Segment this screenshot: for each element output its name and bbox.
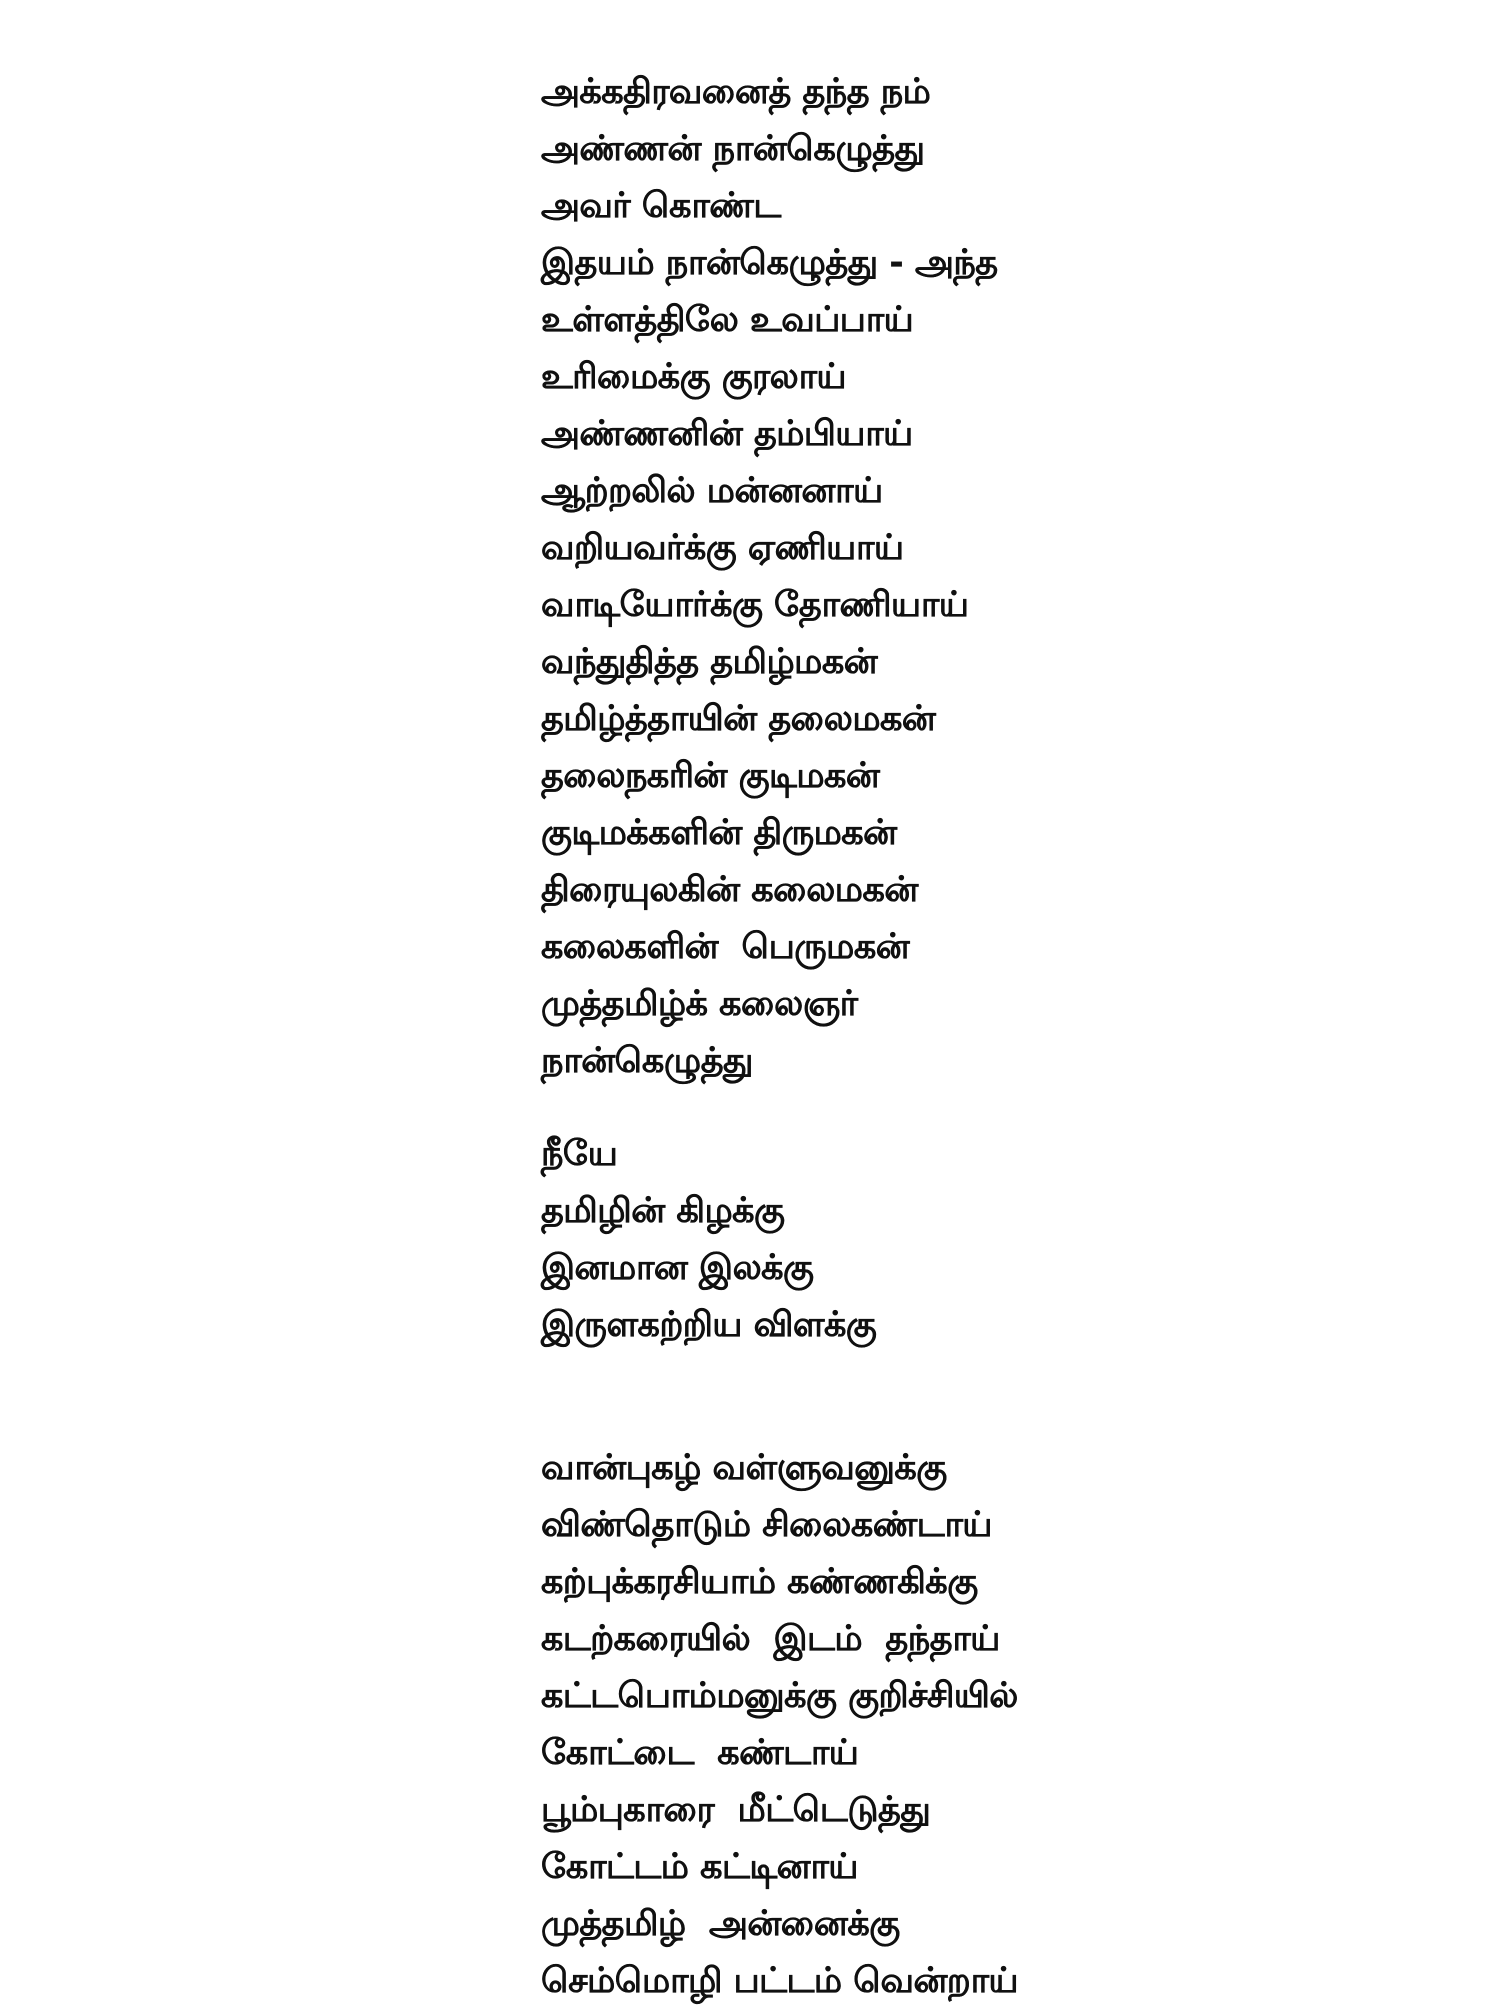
poem-line: செம்மொழி பட்டம் வென்றாய்: [541, 1961, 1019, 2001]
stanza-1: [541, 64, 1441, 1090]
poem-line: இனமான இலக்கு: [541, 1248, 814, 1288]
poem-line: வறியவர்க்கு ஏணியாய்: [541, 528, 904, 568]
poem-line: அண்ணனின் தம்பியாய்: [541, 414, 913, 454]
poem-line: கோட்டம் கட்டினாய்: [541, 1847, 858, 1887]
poem-line: வான்புகழ் வள்ளுவனுக்கு: [541, 1448, 947, 1488]
poem-line: தலைநகரின் குடிமகன்: [541, 756, 880, 796]
poem-line: நான்கெழுத்து: [541, 1041, 753, 1081]
poem-line: கோட்டை கண்டாய்: [541, 1733, 859, 1773]
stanza-2: [541, 1126, 1441, 1354]
poem-line: பூம்புகாரை மீட்டெடுத்து: [541, 1790, 931, 1830]
stanza-3: [541, 1440, 1441, 2010]
poem-line: கடற்கரையில் இடம் தந்தாய்: [541, 1619, 1000, 1659]
poem: [541, 64, 1441, 2010]
poem-line: நீயே: [541, 1134, 618, 1174]
poem-line: முத்தமிழ்க் கலைஞர்: [541, 984, 858, 1024]
poem-line: இதயம் நான்கெழுத்து - அந்த: [541, 243, 998, 283]
poem-line: தமிழ்த்தாயின் தலைமகன்: [541, 699, 936, 739]
poem-line: இருளகற்றிய விளக்கு: [541, 1305, 877, 1345]
poem-line: விண்தொடும் சிலைகண்டாய்: [541, 1505, 992, 1545]
poem-line: அண்ணன் நான்கெழுத்து: [541, 129, 925, 169]
poem-line: கலைகளின் பெருமகன்: [541, 927, 910, 967]
poem-line: முத்தமிழ் அன்னைக்கு: [541, 1904, 900, 1944]
poem-line: கற்புக்கரசியாம் கண்ணகிக்கு: [541, 1562, 978, 1602]
poem-line: கட்டபொம்மனுக்கு குறிச்சியில்: [541, 1676, 1018, 1716]
poem-line: திரையுலகின் கலைமகன்: [541, 870, 918, 910]
poem-line: ஆற்றலில் மன்னனாய்: [541, 471, 883, 511]
poem-line: வாடியோர்க்கு தோணியாய்: [541, 585, 969, 625]
poem-line: உள்ளத்திலே உவப்பாய்: [541, 300, 914, 340]
poem-line: குடிமக்களின் திருமகன்: [541, 813, 897, 853]
poem-line: அவர் கொண்ட: [541, 186, 781, 226]
poem-line: உரிமைக்கு குரலாய்: [541, 357, 847, 397]
poem-line: அக்கதிரவனைத் தந்த நம்: [541, 72, 931, 112]
poem-line: தமிழின் கிழக்கு: [541, 1191, 785, 1231]
poem-line: வந்துதித்த தமிழ்மகன்: [541, 642, 878, 682]
